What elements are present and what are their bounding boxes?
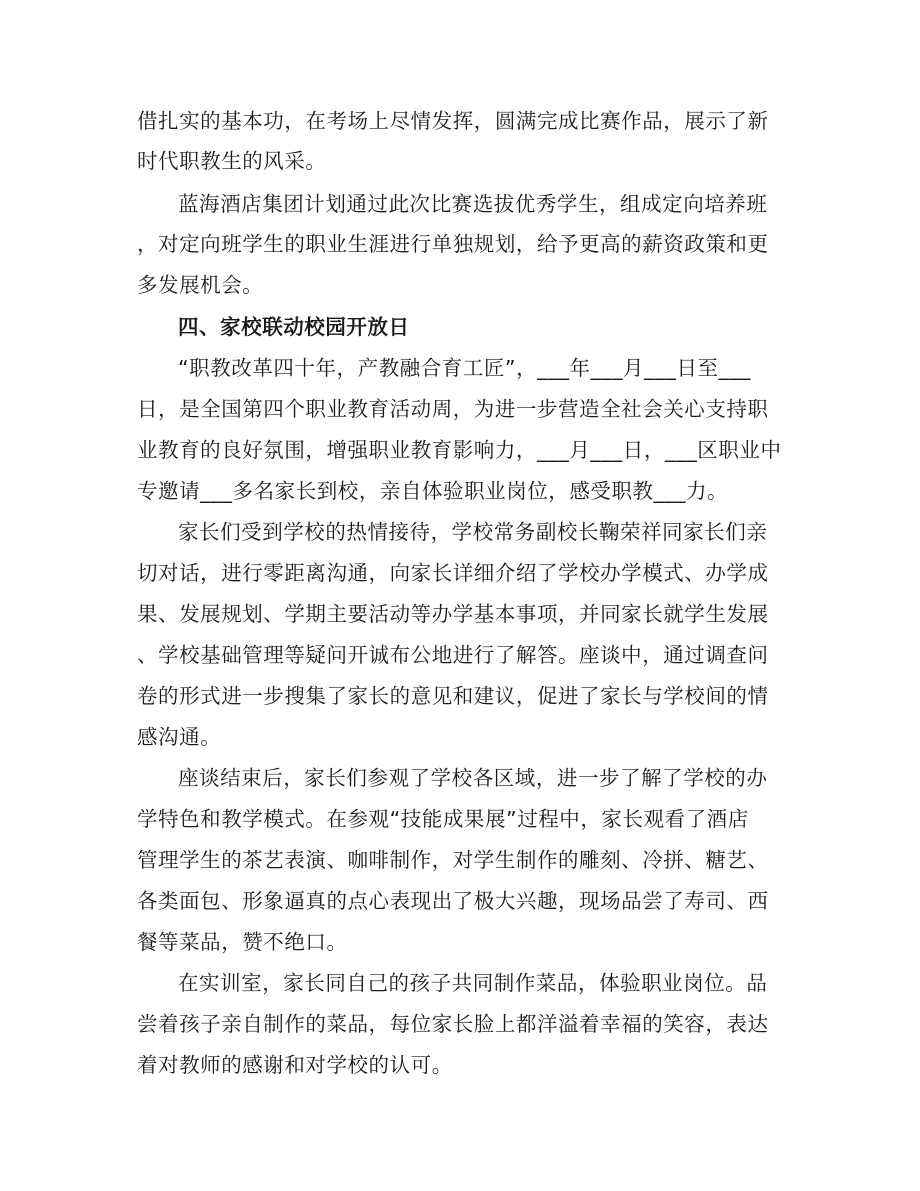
text-line: 专邀请___多名家长到校，亲自体验职业岗位，感受职教___力。 bbox=[137, 479, 729, 503]
text-line: 、学校基础管理等疑问开诚布公地进行了解答。座谈中，通过调查问 bbox=[137, 643, 769, 667]
text-line: 管理学生的茶艺表演、咖啡制作，对学生制作的雕刻、冷拼、糖艺、 bbox=[137, 848, 769, 872]
text-line: 卷的形式进一步搜集了家长的意见和建议，促进了家长与学校间的情 bbox=[137, 684, 769, 708]
text-line: 多发展机会。 bbox=[137, 273, 264, 297]
section-heading: 四、家校联动校园开放日 bbox=[178, 315, 410, 339]
text-line: 各类面包、形象逼真的点心表现出了极大兴趣，现场品尝了寿司、西 bbox=[137, 889, 769, 913]
paragraph-first-line: 座谈结束后，家长们参观了学校各区域，进一步了解了学校的办 bbox=[178, 766, 768, 790]
text-line: 果、发展规划、学期主要活动等办学基本事项，并同家长就学生发展 bbox=[137, 602, 769, 626]
paragraph-first-line: 蓝海酒店集团计划通过此次比赛选拔优秀学生，组成定向培养班 bbox=[178, 192, 768, 216]
text-line: 着对教师的感谢和对学校的认可。 bbox=[137, 1053, 453, 1077]
text-line: 学特色和教学模式。在参观“技能成果展”过程中，家长观看了酒店 bbox=[137, 807, 749, 831]
text-line: 感沟通。 bbox=[137, 725, 222, 749]
paragraph-first-line: 在实训室，家长同自己的孩子共同制作菜品，体验职业岗位。品 bbox=[178, 971, 768, 995]
text-line: 日，是全国第四个职业教育活动周，为进一步营造全社会关心支持职 bbox=[137, 397, 769, 421]
text-line: ，对定向班学生的职业生涯进行单独规划，给予更高的薪资政策和更 bbox=[137, 232, 769, 256]
text-line: 餐等菜品，赞不绝口。 bbox=[137, 930, 348, 954]
paragraph-first-line: 家长们受到学校的热情接待，学校常务副校长鞠荣祥同家长们亲 bbox=[178, 520, 768, 544]
text-line: 业教育的良好氛围，增强职业教育影响力，___月___日，___区职业中 bbox=[137, 438, 782, 462]
text-line: 切对话，进行零距离沟通，向家长详细介绍了学校办学模式、办学成 bbox=[137, 561, 769, 585]
text-line: 尝着孩子亲自制作的菜品，每位家长脸上都洋溢着幸福的笑容，表达 bbox=[137, 1012, 769, 1036]
paragraph-first-line: “职教改革四十年，产教融合育工匠”，___年___月___日至___ bbox=[178, 356, 751, 380]
text-line: 时代职教生的风采。 bbox=[137, 149, 327, 173]
text-line: 借扎实的基本功，在考场上尽情发挥，圆满完成比赛作品，展示了新 bbox=[137, 109, 769, 133]
